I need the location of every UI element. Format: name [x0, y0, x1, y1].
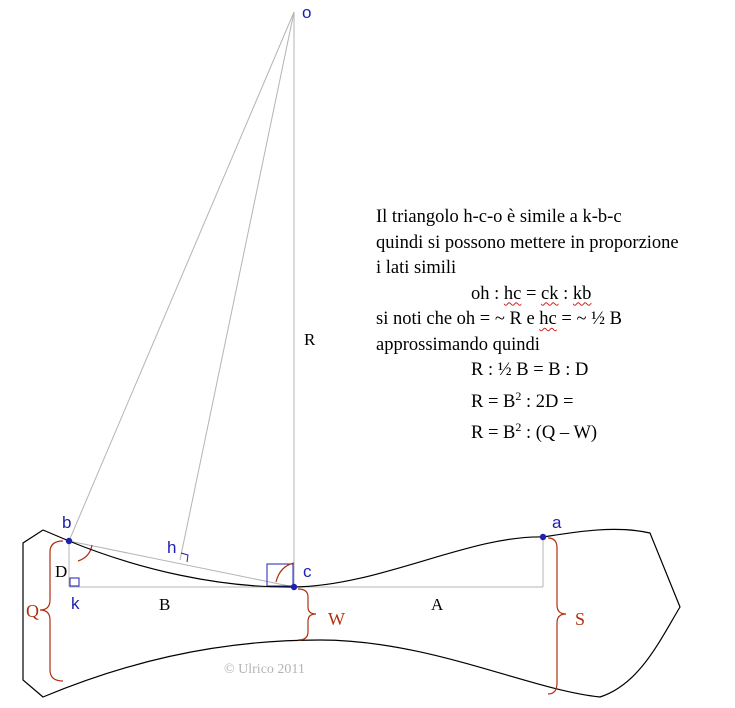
- formula-1-exponent: 2: [515, 388, 522, 403]
- line-o-b: [69, 12, 294, 541]
- right-angle-markers: [70, 553, 293, 586]
- label-Q: Q: [26, 601, 39, 621]
- label-h: h: [167, 538, 177, 557]
- label-A: A: [431, 595, 444, 614]
- point-c: [291, 584, 297, 590]
- angle-arc-c: [276, 563, 294, 582]
- right-angle-h-marker: [181, 553, 188, 562]
- label-b: b: [62, 513, 72, 532]
- label-R: R: [304, 330, 316, 349]
- label-S: S: [575, 609, 586, 629]
- line-o-h: [180, 12, 294, 560]
- explanation-line-9: [376, 415, 735, 447]
- right-angle-k-marker: [70, 578, 79, 586]
- label-k: k: [71, 594, 80, 613]
- formula-1-start: R = B: [471, 391, 516, 412]
- brace-S: [548, 538, 566, 694]
- ratio-colon: :: [558, 283, 573, 304]
- line-b-c: [69, 541, 294, 587]
- copyright-text: © Ulrico 2011: [224, 662, 305, 677]
- ratio-hc: hc: [503, 283, 522, 304]
- note-start: si noti che oh = ~ R e: [376, 309, 540, 329]
- note-end: = ~ ½ B: [556, 309, 622, 329]
- formula-1-end: : 2D =: [521, 391, 574, 412]
- label-D: D: [55, 562, 68, 581]
- point-b: [66, 538, 72, 544]
- explanation-line-4: [376, 282, 735, 308]
- explanation-line-7: R : ½ B = B : D: [471, 360, 589, 380]
- explanation-line-2: quindi si possono mettere in proporzione: [376, 232, 679, 253]
- ratio-kb: kb: [572, 283, 592, 304]
- ratio-eq: =: [521, 283, 542, 304]
- explanation-line-1: Il triangolo h-c-o è simile a k-b-c: [376, 207, 622, 227]
- ratio-oh: oh :: [471, 283, 504, 304]
- label-B: B: [159, 595, 171, 614]
- brace-W: [298, 589, 316, 640]
- explanation-line-3: i lati simili: [376, 258, 457, 278]
- label-W: W: [328, 609, 345, 629]
- explanation-line-8: [376, 384, 735, 416]
- note-hc: hc: [539, 309, 557, 329]
- explanation-line-5: [376, 307, 735, 333]
- brace-labels: [26, 601, 585, 629]
- explanation-text: [376, 205, 735, 447]
- formula-2-end: : (Q – W): [521, 423, 598, 444]
- explanation-line-6: approssimando quindi: [376, 334, 540, 355]
- label-a: a: [552, 513, 562, 532]
- formula-2-exponent: 2: [515, 420, 522, 435]
- ratio-ck: ck: [541, 283, 559, 304]
- label-c: c: [303, 562, 312, 581]
- point-a: [540, 534, 546, 540]
- label-o: o: [302, 3, 312, 22]
- formula-2-start: R = B: [471, 423, 516, 444]
